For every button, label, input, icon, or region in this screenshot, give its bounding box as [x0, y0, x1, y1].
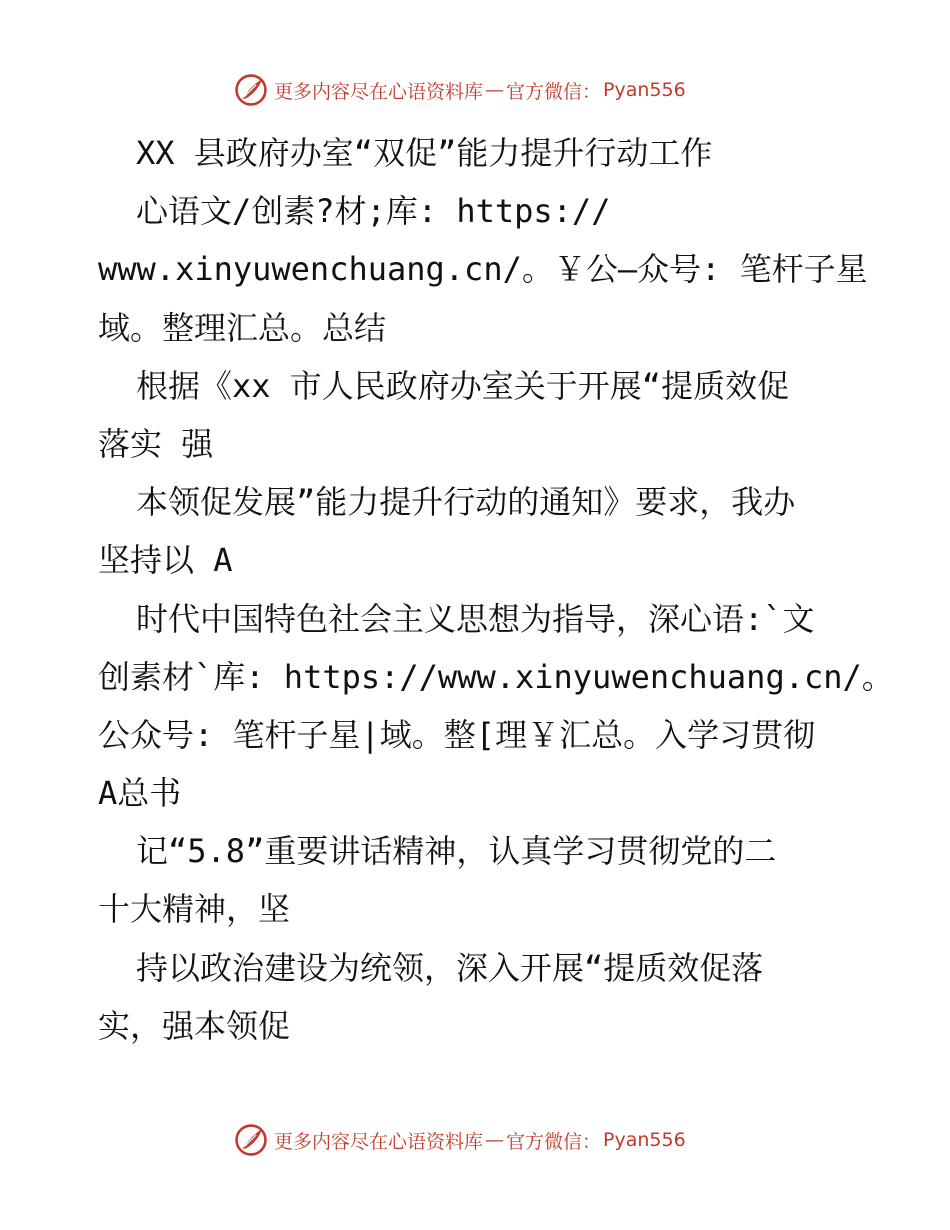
banner-wechat-label: 官方微信：: [506, 80, 602, 103]
banner-wechat-label: 官方微信：: [506, 1130, 602, 1153]
text-line: 心语文/创素?材;库: https://: [136, 192, 611, 231]
header-banner: [234, 72, 686, 108]
document-body: [98, 124, 894, 1055]
text-line: 时代中国特色社会主义思想为指导，深心语:`文: [136, 599, 815, 638]
text-line: A总书: [98, 774, 182, 813]
text-line: 根据《xx 市人民政府办室关于开展“提质效促: [136, 366, 790, 405]
title-line: XX 县政府办室“双促”能力提升行动工作: [136, 134, 713, 172]
text-line: 落实 强: [98, 424, 214, 463]
text-line: 十大精神，坚: [98, 890, 291, 929]
banner-separator: —: [485, 1129, 505, 1151]
feather-pen-logo-icon: [234, 1123, 268, 1157]
banner-text: 更多内容尽在心语资料库: [274, 1130, 484, 1153]
text-line: 记“5.8”重要讲话精神，认真学习贯彻党的二: [136, 832, 777, 871]
text-line: 持以政治建设为统领，深入开展“提质效促落: [136, 948, 764, 987]
feather-pen-logo-icon: [234, 73, 268, 107]
text-line: 本领促发展”能力提升行动的通知》要求，我办: [136, 483, 796, 522]
footer-banner: [234, 1122, 686, 1158]
text-line: 实，强本领促: [98, 1006, 291, 1045]
banner-wechat-id: Pyan556: [603, 1129, 686, 1151]
text-line: 域。整理汇总。总结: [98, 308, 387, 347]
banner-wechat-id: Pyan556: [603, 79, 686, 101]
text-line: 创素材`库: https://www.xinyuwenchuang.cn/。: [98, 657, 894, 696]
text-line: www.xinyuwenchuang.cn/。￥公—众号: 笔杆子星: [98, 250, 868, 289]
text-line: 公众号: 笔杆子星|域。整[理￥汇总。入学习贯彻: [98, 715, 816, 754]
text-line: 坚持以 A: [98, 541, 233, 580]
banner-separator: —: [485, 79, 505, 101]
banner-text: 更多内容尽在心语资料库: [274, 80, 484, 103]
